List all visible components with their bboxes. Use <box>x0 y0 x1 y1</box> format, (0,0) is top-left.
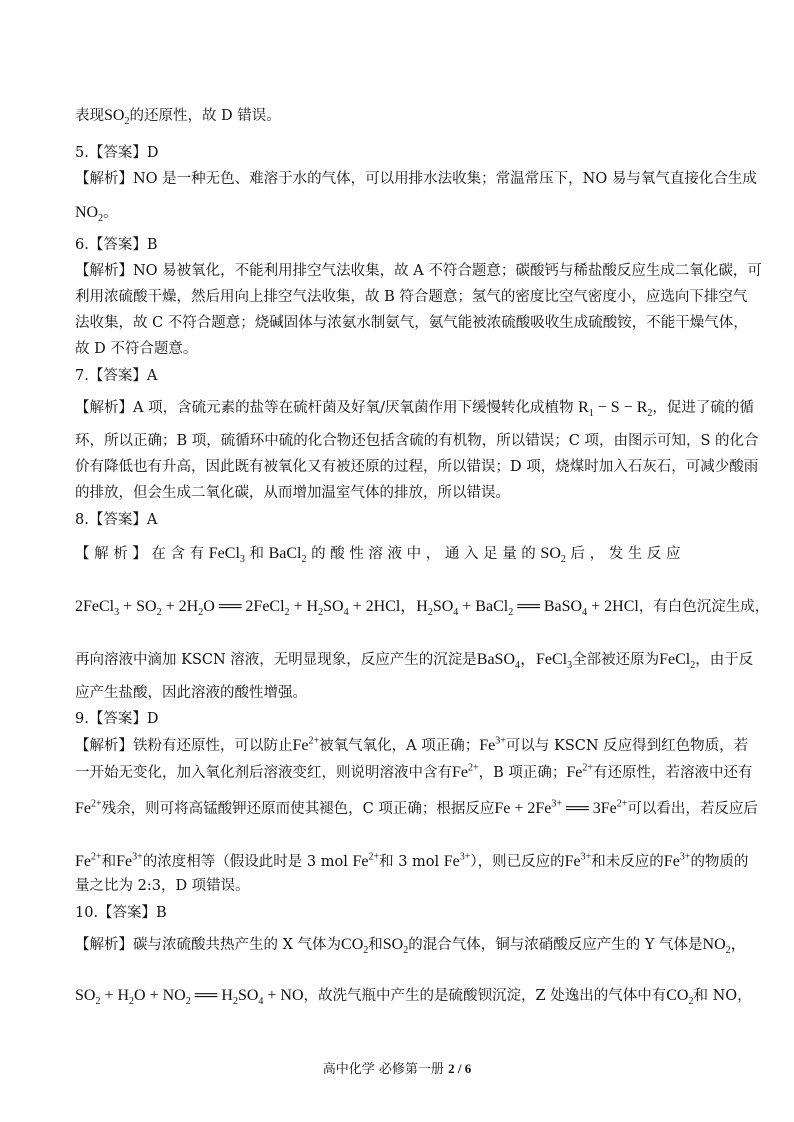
equation-line: 2FeCl$_3$ + $SO_2 + 2H_2O$ ══ 2FeCl$_2$ + $H_2SO_4 + 2HCl$，$H_2SO_4$ + BaCl$_2$ ══ BaSO$_4$ + 2HCl，有白色沉淀生成， <box>75 598 770 619</box>
text-line: 【解析】A 项，含硫元素的盐等在硫杆菌及好氧/厌氧菌作用下缓慢转化成植物 $R_1 - S - R_2$，促进了硫的循 <box>75 399 754 420</box>
text-line: 量之比为 2:3，D 项错误。 <box>75 878 250 894</box>
text-line: $Fe^{2+}$和$Fe^{3+}$的浓度相等（假设此时是 3 mol $Fe^{2+}$和 3 mol $Fe^{3+}$），则已反应的$Fe^{3+}$和未反应的$Fe^{3+}$的物质的 <box>75 851 749 870</box>
text-line: $NO_2$。 <box>75 204 118 225</box>
footer-title: 高中化学 必修第一册 <box>322 1062 444 1077</box>
text-line: $Fe^{2+}$残余，则可将高锰酸钾还原而使其褪色，C 项正确；根据反应$Fe + 2Fe^{3+}$ ══ $3Fe^{2+}$可以看出，若反应后 <box>75 798 758 817</box>
text-line: 利用浓硫酸干燥，然后用向上排空气法收集，故 B 符合题意；氢气的密度比空气密度小，应选向下排空气 <box>75 289 748 305</box>
answer-5: 5.【答案】D <box>75 145 159 161</box>
text-line: 一开始无变化，加入氧化剂后溶液变红，则说明溶液中含有$Fe^{2+}$，B 项正确；$Fe^{2+}$有还原性，若溶液中还有 <box>75 762 753 781</box>
page-number: 2 / 6 <box>448 1061 472 1076</box>
text-line: 表现$SO_2$的还原性，故 D 错误。 <box>75 107 281 128</box>
text-line: 【解析】NO 易被氧化，不能利用排空气法收集，故 A 不符合题意；碳酸钙与稀盐酸反应生成二氧化碳，可 <box>75 263 762 279</box>
text-line: 再向溶液中滴加 KSCN 溶液，无明显现象，反应产生的沉淀是BaSO$_4$，FeCl$_3$全部被还原为FeCl$_2$，由于反 <box>75 651 754 672</box>
answer-10: 10.【答案】B <box>75 905 167 921</box>
text-line: 的排放，但会生成二氧化碳，从而增加温室气体的排放，所以错误。 <box>75 485 510 501</box>
answer-7: 7.【答案】A <box>75 368 158 384</box>
text-line: 【解析】NO 是一种无色、难溶于水的气体，可以用排水法收集；常温常压下，NO 易与氧气直接化合生成 <box>75 171 757 187</box>
answer-6: 6.【答案】B <box>75 237 158 253</box>
text-line: 【解析】铁粉有还原性，可以防止$Fe^{2+}$被氧气氧化，A 项正确；$Fe^{3+}$可以与 KSCN 反应得到红色物质，若 <box>75 735 749 754</box>
text-line: 【解析】碳与浓硫酸共热产生的 X 气体为$CO_2$和$SO_2$的混合气体，铜与浓硝酸反应产生的 Y 气体是$NO_2$， <box>75 936 747 957</box>
answer-9: 9.【答案】D <box>75 711 159 727</box>
text-line: 价有降低也有升高，因此既有被氧化又有被还原的过程，所以错误；D 项，烧煤时加入石灰石，可减少酸雨 <box>75 459 759 475</box>
text-line: 【 解 析 】 在 含 有 FeCl$_3$ 和 BaCl$_2$ 的 酸 性 溶 液 中 ， 通 入 足 量 的 $SO_2$ 后 ， 发 生 反 应 <box>75 545 681 566</box>
text-line: 应产生盐酸，因此溶液的酸性增强。 <box>75 685 307 701</box>
page-footer <box>0 1058 794 1077</box>
equation-line: $SO_2 + H_2O + NO_2$ ══ $H_2SO_4$ + NO，故洗气瓶中产生的是硫酸钡沉淀，Z 处逸出的气体中有$CO_2$和 NO， <box>75 987 752 1008</box>
text-line: 环，所以正确；B 项，硫循环中硫的化合物还包括含硫的有机物，所以错误；C 项，由图示可知，S 的化合 <box>75 433 759 449</box>
text-line: 故 D 不符合题意。 <box>75 341 198 357</box>
text-line: 法收集，故 C 不符合题意；烧碱固体与浓氨水制氨气，氨气能被浓硫酸吸收生成硫酸铵，不能干燥气体， <box>75 315 748 331</box>
answer-8: 8.【答案】A <box>75 512 158 528</box>
